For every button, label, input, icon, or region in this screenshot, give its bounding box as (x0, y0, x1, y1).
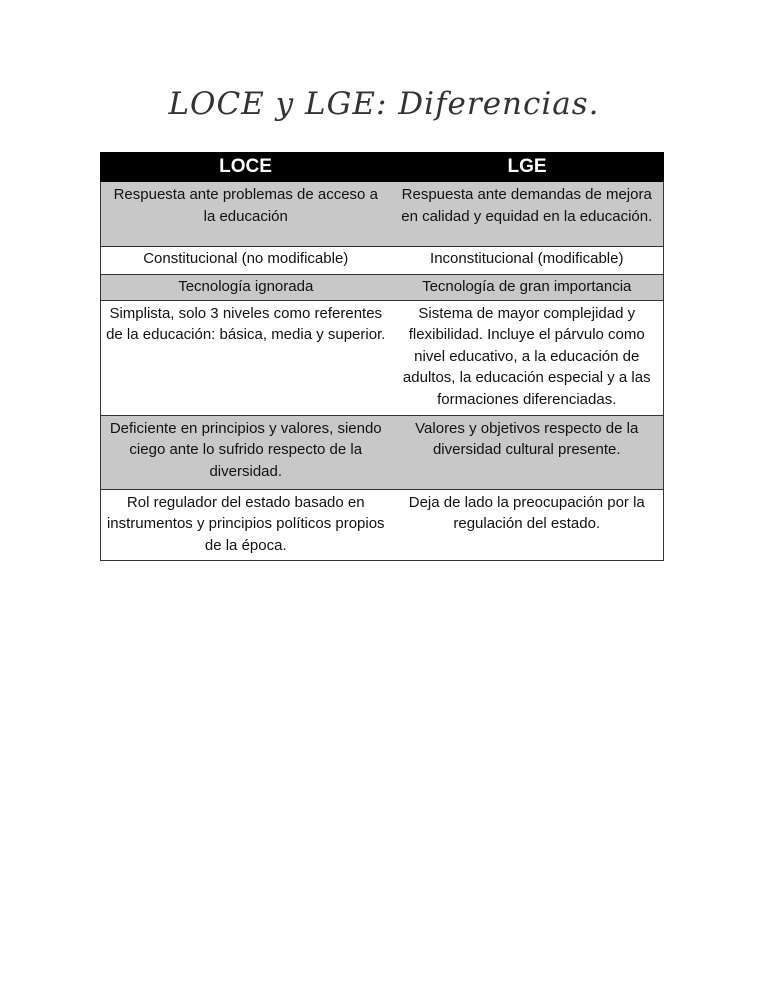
table-row (101, 182, 664, 247)
cell-loce: Deficiente en principios y valores, siendo ciego ante lo sufrido respecto de la diversidad. (101, 415, 391, 489)
cell-loce: Rol regulador del estado basado en instrumentos y principios políticos propios de la época. (101, 489, 391, 561)
table-row (101, 247, 664, 275)
cell-loce: Tecnología ignorada (101, 275, 391, 301)
page-title: LOCE y LGE: Diferencias. (168, 86, 600, 122)
table-row (101, 415, 664, 489)
table-row (101, 300, 664, 415)
cell-lge: Inconstitucional (modificable) (391, 247, 664, 275)
table-row (101, 275, 664, 301)
cell-lge: Deja de lado la preocupación por la regulación del estado. (391, 489, 664, 561)
cell-lge: Tecnología de gran importancia (391, 275, 664, 301)
table-header-row (101, 153, 664, 182)
cell-loce: Simplista, solo 3 niveles como referentes de la educación: básica, media y superior. (101, 300, 391, 415)
table-row (101, 489, 664, 561)
header-loce: LOCE (101, 153, 391, 182)
cell-lge: Sistema de mayor complejidad y flexibilidad. Incluye el párvulo como nivel educativo, a la educación de adultos, la educación especial y a las formaciones diferenciadas. (391, 300, 664, 415)
cell-loce: Respuesta ante problemas de acceso a la educación (101, 182, 391, 247)
cell-lge: Respuesta ante demandas de mejora en calidad y equidad en la educación. (391, 182, 664, 247)
header-lge: LGE (391, 153, 664, 182)
cell-lge: Valores y objetivos respecto de la diversidad cultural presente. (391, 415, 664, 489)
cell-loce: Constitucional (no modificable) (101, 247, 391, 275)
comparison-table (100, 152, 664, 561)
